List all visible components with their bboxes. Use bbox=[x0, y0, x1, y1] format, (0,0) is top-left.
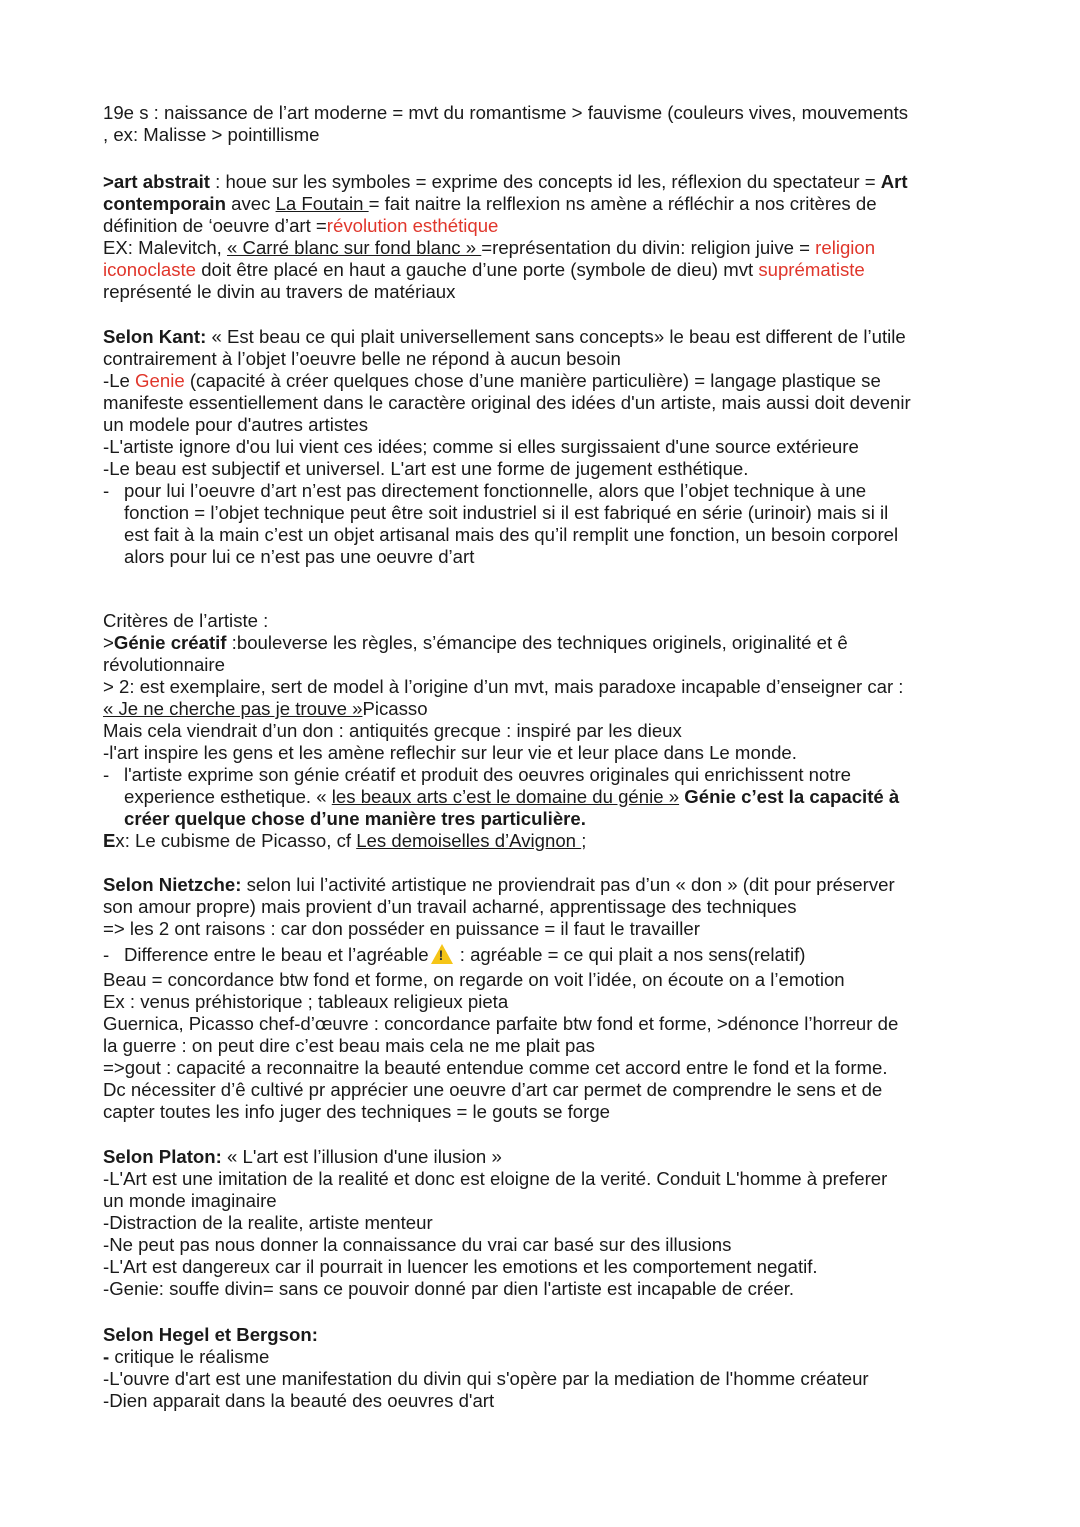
text: Beau = concordance btw fond et forme, on regarde on voit l’idée, on écoute on a l’emotion bbox=[103, 969, 845, 990]
text: -L'Art est dangereux car il pourrait in luencer les emotions et les comportement negatif. bbox=[103, 1256, 818, 1277]
section-art-abstrait bbox=[103, 171, 1003, 303]
text: ; bbox=[581, 830, 587, 851]
section-selon-platon bbox=[103, 1146, 1003, 1300]
section-selon-kant bbox=[103, 326, 1003, 568]
text-line bbox=[103, 632, 1003, 654]
section-intro-19e bbox=[103, 102, 1003, 146]
document-page bbox=[103, 102, 1003, 1412]
text-line bbox=[103, 524, 1003, 546]
text-line bbox=[103, 370, 1003, 392]
text: selon lui l’activité artistique ne proviendrait pas d’un « don » (dit pour préserver bbox=[241, 874, 895, 895]
text: fonction = l’objet technique peut être soit industriel si il est fabriqué en série (urinoir) mais si il bbox=[124, 502, 889, 523]
bullet-dash: - bbox=[103, 764, 110, 785]
text: :bouleverse les règles, s’émancipe des techniques originels, originalité et ê bbox=[226, 632, 848, 653]
text-line bbox=[103, 1390, 1003, 1412]
text-line bbox=[103, 193, 1003, 215]
text: -Le bbox=[103, 370, 136, 391]
text: -Genie: souffe divin= sans ce pouvoir donné par dien l'artiste est incapable de créer. bbox=[103, 1278, 795, 1299]
text-line bbox=[103, 215, 1003, 237]
text-line bbox=[103, 808, 1003, 830]
underlined-text: « Carré blanc sur fond blanc » bbox=[227, 237, 482, 258]
text-line bbox=[103, 1324, 1003, 1346]
text-line bbox=[103, 969, 1003, 991]
bullet-dash: - bbox=[103, 944, 110, 965]
text: Dc nécessiter d’ê cultivé pr apprécier une oeuvre d’art car permet de comprendre le sens et de bbox=[103, 1079, 883, 1100]
underlined-text: La Foutain bbox=[275, 193, 369, 214]
text: 19e s : naissance de l’art moderne = mvt du romantisme > fauvisme (couleurs vives, mouvements bbox=[103, 102, 909, 123]
text-line bbox=[103, 436, 1003, 458]
bullet-item bbox=[103, 480, 1003, 502]
text-line bbox=[103, 654, 1003, 676]
text: est fait à la main c’est un objet artisanal mais des qu’il remplit une fonction, un besoin corporel bbox=[124, 524, 899, 545]
text-line bbox=[103, 991, 1003, 1013]
text-line bbox=[103, 1346, 1003, 1368]
text-line bbox=[103, 1101, 1003, 1123]
text: > 2: est exemplaire, sert de model à l’origine d’un mvt, mais paradoxe incapable d’enseigner car : bbox=[103, 676, 904, 697]
highlighted-text: Genie bbox=[135, 370, 185, 391]
text: l'artiste exprime son génie créatif et produit des oeuvres originales qui enrichissent notre bbox=[124, 764, 852, 785]
bold-text: Selon Hegel et Bergson: bbox=[103, 1324, 318, 1345]
underlined-text: « Je ne cherche pas je trouve » bbox=[103, 698, 363, 719]
text: représenté le divin au travers de matériaux bbox=[103, 281, 456, 302]
text: EX: Malevitch, bbox=[103, 237, 228, 258]
text: =représentation du divin: religion juive = bbox=[481, 237, 816, 258]
text: Guernica, Picasso chef-d’œuvre : concordance parfaite btw fond et forme, >dénonce l’horreur de bbox=[103, 1013, 899, 1034]
text: définition de ‘oeuvre d’art = bbox=[103, 215, 327, 236]
text: : agréable = ce qui plait a nos sens(relatif) bbox=[454, 944, 806, 965]
underlined-text: les beaux arts c’est le domaine du génie » bbox=[331, 786, 680, 807]
text-line bbox=[103, 1057, 1003, 1079]
text-line bbox=[103, 874, 1003, 896]
text: un modele pour d'autres artistes bbox=[103, 414, 369, 435]
text-line bbox=[103, 237, 1003, 259]
text-line bbox=[103, 281, 1003, 303]
text-line bbox=[103, 502, 1003, 524]
text-line bbox=[103, 830, 1003, 852]
section-selon-nietzche bbox=[103, 874, 1003, 1123]
text-line bbox=[103, 326, 1003, 348]
text: Difference entre le beau et l’agréable bbox=[124, 944, 429, 965]
text: => les 2 ont raisons : car don posséder en puissance = il faut le travailler bbox=[103, 918, 700, 939]
text: révolutionnaire bbox=[103, 654, 225, 675]
bold-text: contemporain bbox=[103, 193, 226, 214]
text-line bbox=[103, 546, 1003, 568]
text: capter toutes les info juger des techniques = le gouts se forge bbox=[103, 1101, 610, 1122]
text: x: Le cubisme de Picasso, cf bbox=[115, 830, 357, 851]
bold-text: Selon Nietzche: bbox=[103, 874, 242, 895]
text: (capacité à créer quelques chose d’une manière particulière) = langage plastique se bbox=[184, 370, 881, 391]
text-line bbox=[103, 1079, 1003, 1101]
bullet-item bbox=[103, 764, 1003, 786]
text: -L'artiste ignore d'ou lui vient ces idées; comme si elles surgissaient d'une source extérieure bbox=[103, 436, 859, 457]
text: pour lui l’oeuvre d’art n’est pas directement fonctionnelle, alors que l’objet technique à une bbox=[124, 480, 867, 501]
text: : houe sur les symboles = exprime des concepts id les, réflexion du spectateur = bbox=[209, 171, 881, 192]
text: « Est beau ce qui plait universellement sans concepts» le beau est different de l’utile bbox=[206, 326, 906, 347]
bullet-dash: - bbox=[103, 480, 110, 501]
text-line bbox=[103, 392, 1003, 414]
bold-text: >art abstrait bbox=[103, 171, 210, 192]
text: -Ne peut pas nous donner la connaissance du vrai car basé sur des illusions bbox=[103, 1234, 732, 1255]
text: « L'art est l’illusion d'une ilusion » bbox=[221, 1146, 502, 1167]
text: -l'art inspire les gens et les amène reflechir sur leur vie et leur place dans Le monde. bbox=[103, 742, 797, 763]
text: manifeste essentiellement dans le caractère original des idées d'un artiste, mais aussi doit devenir bbox=[103, 392, 911, 413]
text: , ex: Malisse > pointillisme bbox=[103, 124, 320, 145]
text: -Distraction de la realite, artiste menteur bbox=[103, 1212, 433, 1233]
text-line bbox=[103, 171, 1003, 193]
bold-text: Génie c’est la capacité à bbox=[684, 786, 900, 807]
text-line bbox=[103, 676, 1003, 698]
text: la guerre : on peut dire c’est beau mais cela ne me plait pas bbox=[103, 1035, 595, 1056]
text: Ex : venus préhistorique ; tableaux religieux pieta bbox=[103, 991, 509, 1012]
text-line bbox=[103, 102, 1003, 124]
highlighted-text: religion bbox=[815, 237, 876, 258]
text-line bbox=[103, 414, 1003, 436]
section-criteres-artiste bbox=[103, 610, 1003, 852]
text: Critères de l’artiste : bbox=[103, 610, 269, 631]
text: -L'ouvre d'art est une manifestation du divin qui s'opère par la mediation de l'homme créateur bbox=[103, 1368, 869, 1389]
text-line bbox=[103, 698, 1003, 720]
text-line bbox=[103, 1234, 1003, 1256]
highlighted-text: suprématiste bbox=[758, 259, 865, 280]
text: Mais cela viendrait d’un don : antiquités grecque : inspiré par les dieux bbox=[103, 720, 682, 741]
text-line bbox=[103, 1256, 1003, 1278]
text: =>gout : capacité a reconnaitre la beauté entendue comme cet accord entre le fond et la forme. bbox=[103, 1057, 888, 1078]
text: critique le réalisme bbox=[109, 1346, 270, 1367]
text: > bbox=[103, 632, 114, 653]
bold-text: Selon Platon: bbox=[103, 1146, 222, 1167]
text: son amour propre) mais provient d’un travail acharné, apprentissage des techniques bbox=[103, 896, 797, 917]
text-line bbox=[103, 1278, 1003, 1300]
text-line bbox=[103, 742, 1003, 764]
highlighted-text: révolution esthétique bbox=[326, 215, 499, 236]
text: = fait naitre la relflexion ns amène a réfléchir a nos critères de bbox=[368, 193, 877, 214]
bold-text: Art bbox=[880, 171, 908, 192]
text: alors pour lui ce n’est pas une oeuvre d’art bbox=[124, 546, 475, 567]
text: doit être placé en haut a gauche d’une porte (symbole de dieu) mvt bbox=[196, 259, 759, 280]
bullet-item bbox=[103, 940, 1003, 969]
text: -L'Art est une imitation de la realité et donc est eloigne de la verité. Conduit L'homme à preferer bbox=[103, 1168, 888, 1189]
bold-text: Selon Kant: bbox=[103, 326, 207, 347]
text: -Dien apparait dans la beauté des oeuvres d'art bbox=[103, 1390, 495, 1411]
text-line bbox=[103, 1168, 1003, 1190]
section-selon-hegel-bergson bbox=[103, 1324, 1003, 1412]
text-line bbox=[103, 1212, 1003, 1234]
text-line bbox=[103, 1013, 1003, 1035]
text-line bbox=[103, 1035, 1003, 1057]
text: un monde imaginaire bbox=[103, 1190, 277, 1211]
highlighted-text: iconoclaste bbox=[103, 259, 197, 280]
text-line bbox=[103, 720, 1003, 742]
text-line bbox=[103, 458, 1003, 480]
text-line bbox=[103, 786, 1003, 808]
bold-text: Génie créatif bbox=[113, 632, 227, 653]
text-line bbox=[103, 918, 1003, 940]
underlined-text: Les demoiselles d’Avignon bbox=[356, 830, 582, 851]
bold-text: E bbox=[103, 830, 116, 851]
text-line bbox=[103, 896, 1003, 918]
text-line bbox=[103, 259, 1003, 281]
warning-icon bbox=[431, 944, 453, 964]
text-line bbox=[103, 1146, 1003, 1168]
text-line bbox=[103, 348, 1003, 370]
bold-text: - bbox=[103, 1346, 110, 1367]
text: Picasso bbox=[362, 698, 428, 719]
text: experience esthetique. « bbox=[124, 786, 332, 807]
text-line bbox=[103, 1368, 1003, 1390]
text-line bbox=[103, 1190, 1003, 1212]
text: contrairement à l’objet l’oeuvre belle ne répond à aucun besoin bbox=[103, 348, 621, 369]
text: avec bbox=[225, 193, 276, 214]
text-line bbox=[103, 124, 1003, 146]
text-line bbox=[103, 610, 1003, 632]
bold-text: créer quelque chose d’une manière tres particulière. bbox=[124, 808, 586, 829]
text: -Le beau est subjectif et universel. L'art est une forme de jugement esthétique. bbox=[103, 458, 749, 479]
